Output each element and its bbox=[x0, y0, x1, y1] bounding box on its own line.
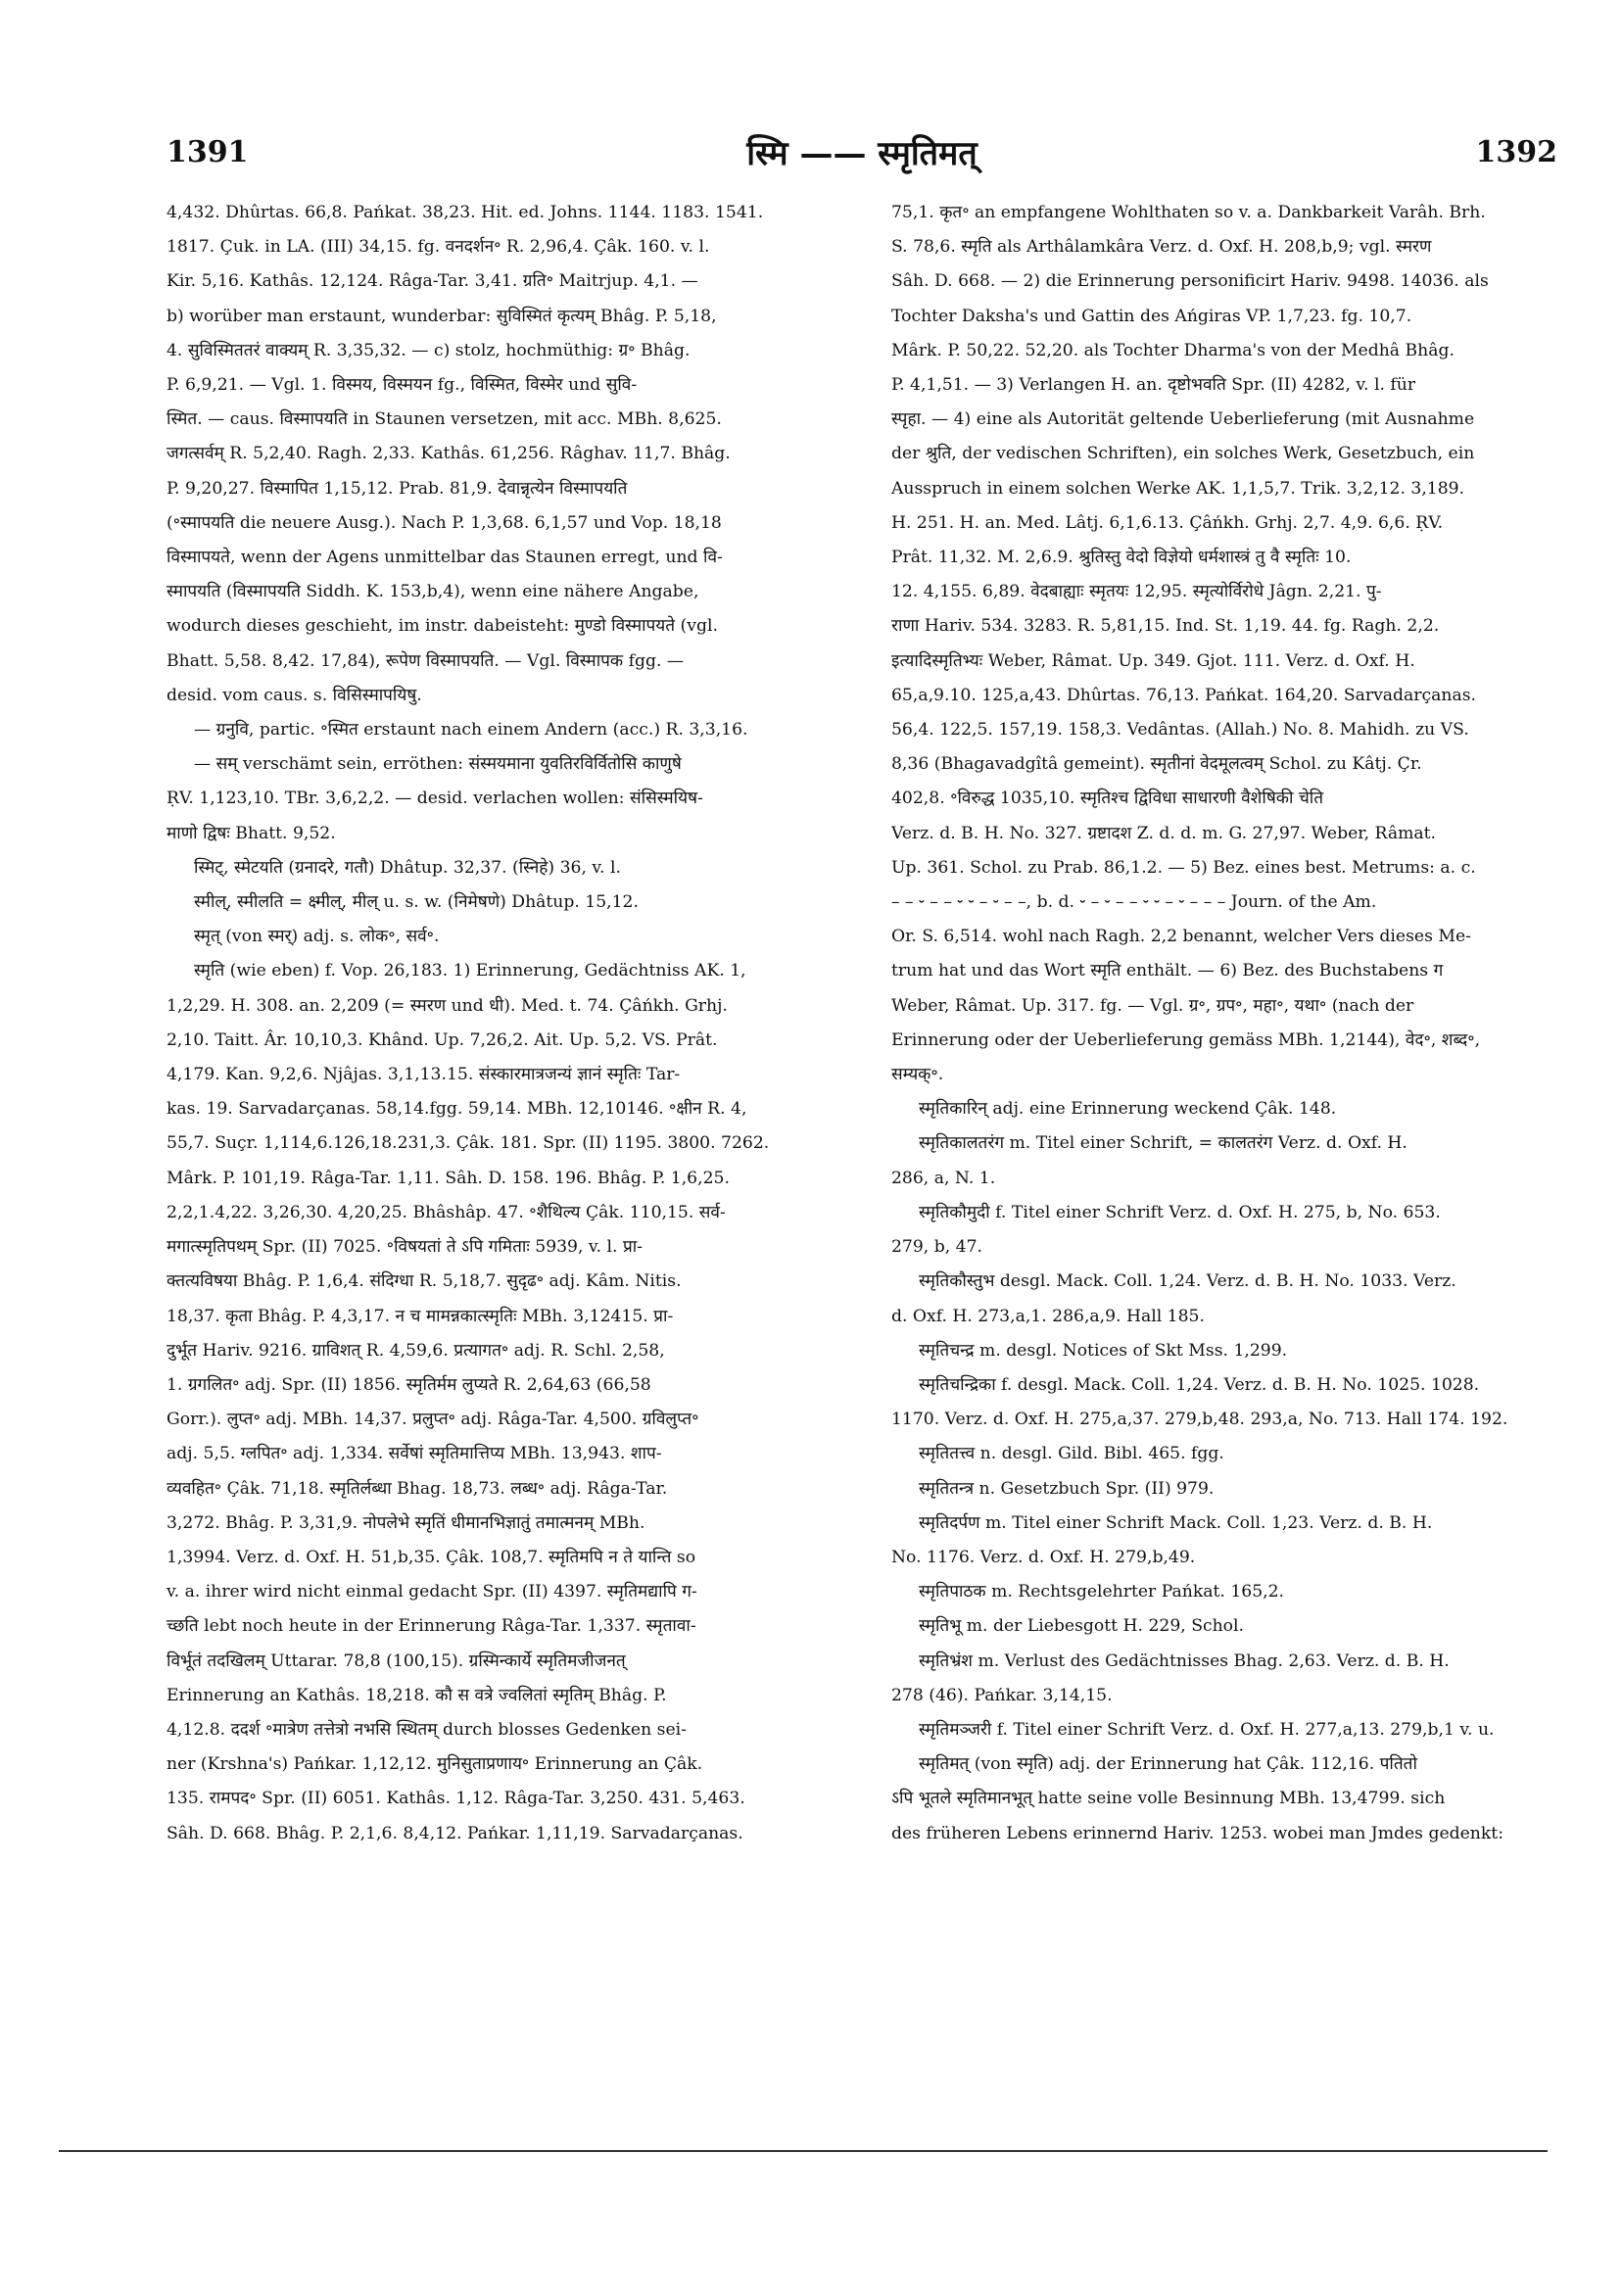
text-line: ṚV. 1,123,10. TBr. 3,6,2,2. — desid. verlachen wollen: संसिस्मयिष- bbox=[167, 789, 703, 809]
text-line: 1170. Verz. d. Oxf. H. 275,a,37. 279,b,48. 293,a, No. 713. Hall 174. 192. bbox=[891, 1410, 1508, 1430]
text-line: इत्यादिस्मृतिभ्यः Weber, Râmat. Up. 349. Gjot. 111. Verz. d. Oxf. H. bbox=[891, 650, 1415, 671]
text-line: स्मिट्, स्मेटयति (ग्रनादरे, गतौ) Dhâtup. 32,37. (स्निहे) 36, v. l. bbox=[194, 857, 621, 878]
page-number-left: 1391 bbox=[167, 135, 249, 169]
text-line: Tochter Daksha's und Gattin des Ańgiras VP. 1,7,23. fg. 10,7. bbox=[891, 306, 1412, 326]
text-line: स्मृतिचन्द्रिका f. desgl. Mack. Coll. 1,24. Verz. d. B. H. No. 1025. 1028. bbox=[919, 1374, 1480, 1395]
text-line: स्मृति (wie eben) f. Vop. 26,183. 1) Erinnerung, Gedächtniss AK. 1, bbox=[194, 961, 746, 981]
text-line: der श्रुति, der vedischen Schriften), ein solches Werk, Gesetzbuch, ein bbox=[891, 444, 1475, 464]
text-line: स्मित. — caus. विस्मापयति in Staunen versetzen, mit acc. MBh. 8,625. bbox=[167, 409, 722, 430]
text-line: ऽपि भूतले स्मृतिमानभूत् hatte seine volle Besinnung MBh. 13,4799. sich bbox=[891, 1789, 1446, 1809]
text-line: P. 9,20,27. विस्मापित 1,15,12. Prab. 81,9. देवान्नृत्येन विस्मापयति bbox=[167, 478, 628, 499]
text-line: स्मृतितत्त्व n. desgl. Gild. Bibl. 465. fgg. bbox=[919, 1444, 1224, 1464]
text-line: 402,8. ॰विरुद्ध 1035,10. स्मृतिश्च द्विविधा साधारणी वैशेषिकी चेति bbox=[891, 789, 1324, 809]
text-line: P. 6,9,21. — Vgl. 1. विस्मय, विस्मयन fg., विस्मित, विस्मेर und सुवि- bbox=[167, 375, 638, 396]
text-line: Erinnerung oder der Ueberlieferung gemäss MBh. 1,2144), वेद॰, शब्द॰, bbox=[891, 1029, 1481, 1050]
text-line: – – ⏑ – – ⏑ ⏑ – ⏑ – –, b. d. ⏑ – ⏑ – – ⏑ ⏑ – ⏑ – – – Journ. of the Am. bbox=[891, 892, 1377, 913]
text-line: Erinnerung an Kathâs. 18,218. कौ स वत्रे ज्वलितां स्मृतिम् Bhâg. P. bbox=[167, 1685, 667, 1705]
text-line: Kir. 5,16. Kathâs. 12,124. Râga-Tar. 3,41. ग्रति॰ Maitrjup. 4,1. — bbox=[167, 271, 698, 292]
text-line: 65,a,9.10. 125,a,43. Dhûrtas. 76,13. Pańkat. 164,20. Sarvadarçanas. bbox=[891, 685, 1476, 705]
text-line: स्मृतिमत् (von स्मृति) adj. der Erinnerung hat Çâk. 112,16. पतितो bbox=[919, 1754, 1417, 1775]
text-line: व्यवहित॰ Çâk. 71,18. स्मृतिर्लब्धा Bhag. 18,73. लब्ध॰ adj. Râga-Tar. bbox=[167, 1478, 668, 1499]
text-line: 1,2,29. H. 308. an. 2,209 (= स्मरण und धी). Med. t. 74. Çâńkh. Grhj. bbox=[167, 995, 728, 1016]
text-line: 2,2,1.4,22. 3,26,30. 4,20,25. Bhâshâp. 47. ॰शैथिल्य Çâk. 110,15. सर्व- bbox=[167, 1202, 726, 1222]
text-line: राणा Hariv. 534. 3283. R. 5,81,15. Ind. St. 1,19. 44. fg. Ragh. 2,2. bbox=[891, 616, 1440, 637]
text-line: 279, b, 47. bbox=[891, 1237, 982, 1258]
text-line: 4,432. Dhûrtas. 66,8. Pańkat. 38,23. Hit. ed. Johns. 1144. 1183. 1541. bbox=[167, 203, 764, 222]
text-line: 1,3994. Verz. d. Oxf. H. 51,b,35. Çâk. 108,7. स्मृतिमपि न ते यान्ति so bbox=[167, 1547, 696, 1567]
text-line: Sâh. D. 668. Bhâg. P. 2,1,6. 8,4,12. Pańkar. 1,11,19. Sarvadarçanas. bbox=[167, 1823, 743, 1843]
text-line: Up. 361. Schol. zu Prab. 86,1.2. — 5) Bez. eines best. Metrums: a. c. bbox=[891, 857, 1476, 878]
text-line: स्मापयति (विस्मापयति Siddh. K. 153,b,4), wenn eine nähere Angabe, bbox=[167, 582, 699, 602]
text-line: स्मील्, स्मीलति = क्ष्मील्, मील् u. s. w. (निमेषणे) Dhâtup. 15,12. bbox=[194, 892, 639, 913]
text-line: सम्यक्॰. bbox=[891, 1065, 944, 1085]
text-line: S. 78,6. स्मृति als Arthâlamkâra Verz. d. Oxf. H. 208,b,9; vgl. स्मरण bbox=[891, 237, 1432, 258]
text-line: 1817. Çuk. in LA. (III) 34,15. fg. वनदर्शन॰ R. 2,96,4. Çâk. 160. v. l. bbox=[167, 237, 710, 258]
text-line: Prât. 11,32. M. 2,6.9. श्रुतिस्तु वेदो विज्ञेयो धर्मशास्त्रं तु वै स्मृतिः 10. bbox=[891, 548, 1352, 568]
text-line: 4,179. Kan. 9,2,6. Njâjas. 3,1,13.15. संस्कारमात्रजन्यं ज्ञानं स्मृतिः Tar- bbox=[167, 1065, 681, 1085]
text-line: स्पृहा. — 4) eine als Autorität geltende Ueberlieferung (mit Ausnahme bbox=[891, 409, 1475, 430]
text-line: विर्भूतं तदखिलम् Uttarar. 78,8 (100,15). ग्रस्मिन्कार्ये स्मृतिमजीजनत् bbox=[167, 1650, 626, 1671]
text-line: 4. सुविस्मिततरं वाक्यम् R. 3,35,32. — c) stolz, hochmüthig: ग्र॰ Bhâg. bbox=[167, 340, 691, 360]
text-line: Mârk. P. 50,22. 52,20. als Tochter Dharma's von der Medhâ Bhâg. bbox=[891, 340, 1455, 360]
text-line: 286, a, N. 1. bbox=[891, 1168, 996, 1188]
text-line: ner (Krshna's) Pańkar. 1,12,12. मुनिसुताप्रणाय॰ Erinnerung an Çâk. bbox=[167, 1754, 703, 1775]
text-line: मगात्स्मृतिपथम् Spr. (II) 7025. ॰विषयतां ते ऽपि गमिताः 5939, v. l. प्रा- bbox=[167, 1237, 643, 1258]
text-line: adj. 5,5. ग्लपित॰ adj. 1,334. सर्वेषां स्मृतिमात्तिप्य MBh. 13,943. शाप- bbox=[167, 1444, 662, 1464]
text-line: 135. रामपद॰ Spr. (II) 6051. Kathâs. 1,12. Râga-Tar. 3,250. 431. 5,463. bbox=[167, 1789, 745, 1809]
text-line: 18,37. कृता Bhâg. P. 4,3,17. न च मामन्नकात्स्मृतिः MBh. 3,12415. प्रा- bbox=[167, 1306, 674, 1326]
text-line: — ग्रनुवि, partic. ॰स्मित erstaunt nach einem Andern (acc.) R. 3,3,16. bbox=[194, 720, 748, 741]
text-line: स्मृतिभू m. der Liebesgott H. 229, Schol. bbox=[919, 1616, 1244, 1637]
right-column bbox=[891, 196, 1557, 2057]
page-header bbox=[167, 125, 1557, 184]
text-line: 2,10. Taitt. Âr. 10,10,3. Khând. Up. 7,26,2. Ait. Up. 5,2. VS. Prât. bbox=[167, 1029, 718, 1050]
text-line: स्मृतिकारिन् adj. eine Erinnerung weckend Çâk. 148. bbox=[919, 1099, 1337, 1120]
text-line: des früheren Lebens erinnernd Hariv. 1253. wobei man Jmdes gedenkt: bbox=[891, 1823, 1503, 1843]
text-line: — सम् verschämt sein, erröthen: संस्मयमाना युवतिरविर्वितोसि काणुषे bbox=[194, 754, 682, 775]
text-line: स्मृतिकौस्तुभ desgl. Mack. Coll. 1,24. Verz. d. B. H. No. 1033. Verz. bbox=[919, 1271, 1456, 1292]
text-line: 1. ग्रगलित॰ adj. Spr. (II) 1856. स्मृतिर्मम लुप्यते R. 2,64,63 (66,58 bbox=[167, 1374, 651, 1395]
text-line: No. 1176. Verz. d. Oxf. H. 279,b,49. bbox=[891, 1547, 1196, 1567]
text-line: जगत्सर्वम् R. 5,2,40. Ragh. 2,33. Kathâs. 61,256. Râghav. 11,7. Bhâg. bbox=[167, 444, 731, 464]
text-line: 75,1. कृत॰ an empfangene Wohlthaten so v. a. Dankbarkeit Varâh. Brh. bbox=[891, 203, 1486, 222]
text-line: स्मृतिमञ्जरी f. Titel einer Schrift Verz. d. Oxf. H. 277,a,13. 279,b,1 v. u. bbox=[919, 1719, 1495, 1740]
text-line: विस्मापयते, wenn der Agens unmittelbar das Staunen erregt, und वि- bbox=[167, 548, 723, 568]
text-line: 3,272. Bhâg. P. 3,31,9. नोपलेभे स्मृतिं धीमानभिज्ञातुं तमात्मनम् MBh. bbox=[167, 1512, 645, 1533]
text-line: क्तत्यविषया Bhâg. P. 1,6,4. संदिग्धा R. 5,18,7. सुदृढ॰ adj. Kâm. Nitis. bbox=[167, 1271, 682, 1292]
text-line: स्मृतिदर्पण m. Titel einer Schrift Mack. Coll. 1,23. Verz. d. B. H. bbox=[919, 1512, 1433, 1533]
text-line: H. 251. H. an. Med. Lâtj. 6,1,6.13. Çâńkh. Grhj. 2,7. 4,9. 6,6. ṚV. bbox=[891, 512, 1444, 533]
text-line: Or. S. 6,514. wohl nach Ragh. 2,2 benannt, welcher Vers dieses Me- bbox=[891, 927, 1471, 947]
text-line: 4,12.8. ददर्श ॰मात्रेण तत्तेत्रो नभसि स्थितम् durch blosses Gedenken sei- bbox=[167, 1719, 687, 1740]
text-line: Bhatt. 5,58. 8,42. 17,84), रूपेण विस्मापयति. — Vgl. विस्मापक fgg. — bbox=[167, 650, 685, 671]
text-line: 55,7. Suçr. 1,114,6.126,18.231,3. Çâk. 181. Spr. (II) 1195. 3800. 7262. bbox=[167, 1133, 770, 1154]
text-line: Verz. d. B. H. No. 327. ग्रष्टादश Z. d. d. m. G. 27,97. Weber, Râmat. bbox=[891, 823, 1436, 843]
text-line: माणो द्विषः Bhatt. 9,52. bbox=[167, 823, 336, 843]
text-line: Weber, Râmat. Up. 317. fg. — Vgl. ग्र॰, ग्रप॰, महा॰, यथा॰ (nach der bbox=[891, 995, 1414, 1016]
text-line: 278 (46). Pańkar. 3,14,15. bbox=[891, 1685, 1113, 1705]
text-line: Sâh. D. 668. — 2) die Erinnerung personificirt Hariv. 9498. 14036. als bbox=[891, 271, 1489, 292]
text-line: स्मृत् (von स्मर्) adj. s. लोक॰, सर्व॰. bbox=[194, 927, 440, 947]
text-line: स्मृतिभ्रंश m. Verlust des Gedächtnisses Bhag. 2,63. Verz. d. B. H. bbox=[919, 1650, 1450, 1671]
text-line: 8,36 (Bhagavadgîtâ gemeint). स्मृतीनां वेदमूलत्वम् Schol. zu Kâtj. Çr. bbox=[891, 754, 1422, 775]
text-line: Ausspruch in einem solchen Werke AK. 1,1,5,7. Trik. 3,2,12. 3,189. bbox=[891, 478, 1465, 499]
text-line: (॰स्मापयति die neuere Ausg.). Nach P. 1,3,68. 6,1,57 und Vop. 18,18 bbox=[167, 512, 722, 533]
text-line: d. Oxf. H. 273,a,1. 286,a,9. Hall 185. bbox=[891, 1306, 1205, 1326]
text-line: trum hat und das Wort स्मृति enthält. — 6) Bez. des Buchstabens ग bbox=[891, 961, 1444, 981]
text-line: स्मृतिकौमुदी f. Titel einer Schrift Verz. d. Oxf. H. 275, b, No. 653. bbox=[919, 1202, 1441, 1222]
text-line: 12. 4,155. 6,89. वेदबाह्याः स्मृतयः 12,95. स्मृत्योर्विरोधे Jâgn. 2,21. पु- bbox=[891, 582, 1382, 602]
text-line: स्मृतिकालतरंग m. Titel einer Schrift, = कालतरंग Verz. d. Oxf. H. bbox=[919, 1133, 1407, 1154]
text-line: v. a. ihrer wird nicht einmal gedacht Spr. (II) 4397. स्मृतिमद्यापि ग- bbox=[167, 1582, 697, 1602]
footer-rule bbox=[59, 2150, 1548, 2152]
page-number-right: 1392 bbox=[1475, 135, 1557, 169]
text-line: wodurch dieses geschieht, im instr. dabeisteht: मुण्डो विस्मापयते (vgl. bbox=[167, 616, 718, 637]
dictionary-columns bbox=[167, 196, 1557, 2057]
text-line: 56,4. 122,5. 157,19. 158,3. Vedântas. (Allah.) No. 8. Mahidh. zu VS. bbox=[891, 720, 1469, 741]
text-line: kas. 19. Sarvadarçanas. 58,14.fgg. 59,14. MBh. 12,10146. ॰क्षीन R. 4, bbox=[167, 1099, 747, 1120]
text-line: Gorr.). लुप्त॰ adj. MBh. 14,37. प्रलुप्त॰ adj. Râga-Tar. 4,500. ग्रविलुप्त॰ bbox=[167, 1410, 699, 1430]
text-line: स्मृतितन्त्र n. Gesetzbuch Spr. (II) 979. bbox=[919, 1478, 1215, 1499]
text-line: स्मृतिपाठक m. Rechtsgelehrter Pańkat. 165,2. bbox=[919, 1582, 1284, 1602]
text-line: b) worüber man erstaunt, wunderbar: सुविस्मितं कृत्यम् Bhâg. P. 5,18, bbox=[167, 306, 717, 326]
text-line: च्छति lebt noch heute in der Erinnerung Râga-Tar. 1,337. स्मृतावा- bbox=[167, 1616, 696, 1637]
text-line: Mârk. P. 101,19. Râga-Tar. 1,11. Sâh. D. 158. 196. Bhâg. P. 1,6,25. bbox=[167, 1168, 730, 1188]
text-line: दुर्भूत Hariv. 9216. ग्राविशत् R. 4,59,6. प्रत्यागत॰ adj. R. Schl. 2,58, bbox=[167, 1340, 665, 1361]
text-line: P. 4,1,51. — 3) Verlangen H. an. दृष्टोभवति Spr. (II) 4282, v. l. für bbox=[891, 375, 1416, 396]
left-column bbox=[167, 196, 833, 2057]
running-headword: स्मि —— स्मृतिमत् bbox=[746, 134, 978, 173]
text-line: स्मृतिचन्द्र m. desgl. Notices of Skt Mss. 1,299. bbox=[919, 1340, 1288, 1361]
text-line: desid. vom caus. s. विसिस्मापयिषु. bbox=[167, 685, 422, 705]
